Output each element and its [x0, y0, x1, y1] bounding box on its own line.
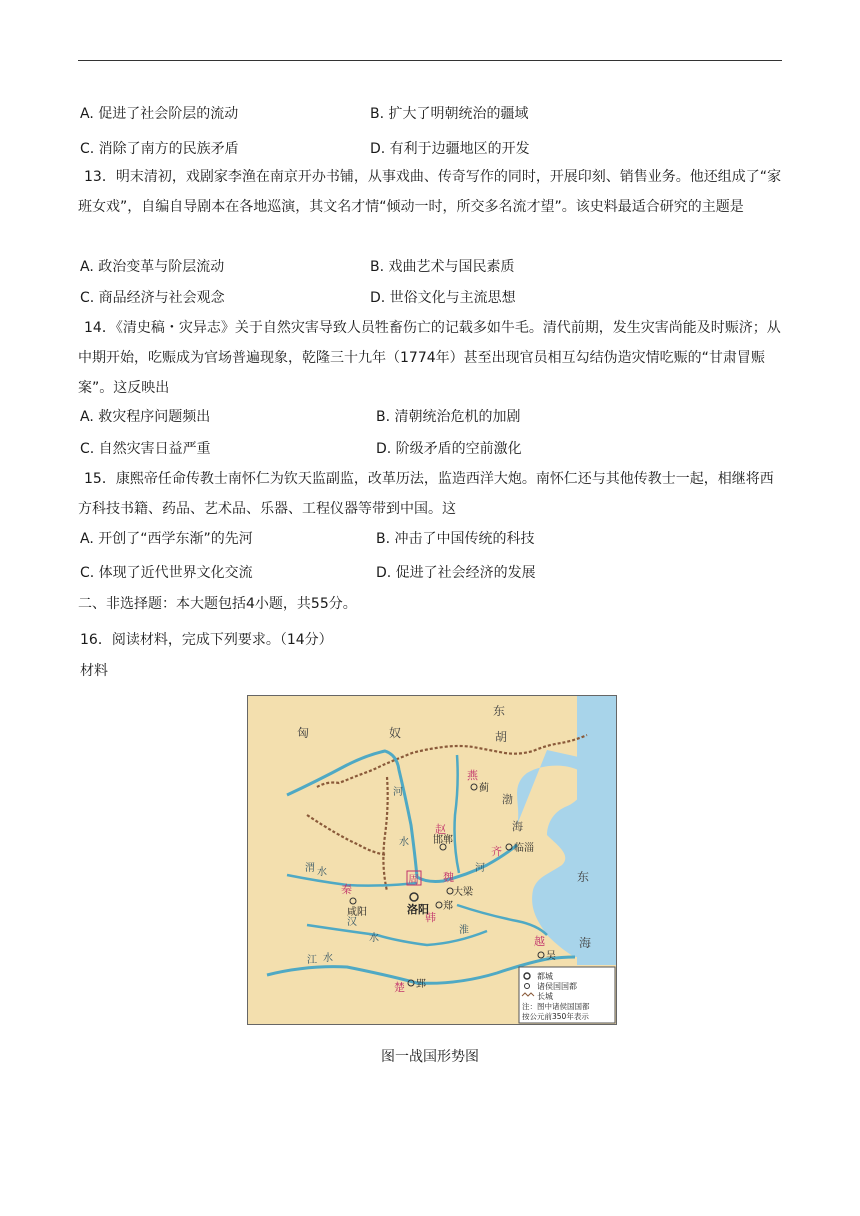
q14-option-d[interactable]: D. 阶级矛盾的空前激化 [376, 441, 522, 457]
label-xiongnu-1: 匈 [297, 726, 310, 740]
label-xiongnu-2: 奴 [389, 726, 402, 740]
label-donghai-1: 东 [577, 870, 590, 884]
material-label: 材料 [80, 663, 108, 679]
city-xianyang: 咸阳 [347, 907, 367, 918]
q14-option-b[interactable]: B. 清朝统治危机的加剧 [376, 409, 521, 425]
q13-option-a[interactable]: A. 政治变革与阶层流动 [80, 259, 225, 275]
river-label-han-1: 汉 [347, 917, 357, 928]
label-donghu-2: 胡 [495, 730, 508, 744]
q13-stem: 13．明末清初，戏剧家李渔在南京开办书铺，从事戏曲、传奇写作的同时，开展印刻、销售业务。他还组成了“家班女戏”，自编自导剧本在各地巡演，其文名才情“倾动一时，所交多名流才望”。该史料最适合研究的主题是 [78, 169, 782, 215]
label-bohai-1: 渤 [502, 793, 513, 806]
map-caption: 图一战国形势图 [381, 1049, 479, 1065]
label-donghu-1: 东 [493, 704, 506, 718]
city-ying: 郢 [416, 979, 426, 990]
state-wei: 魏 [443, 871, 454, 884]
q12-option-a[interactable]: A. 促进了社会阶层的流动 [80, 106, 239, 122]
river-label-wei-1: 渭 [305, 863, 315, 874]
legend-note-2: 按公元前350年表示 [522, 1012, 589, 1021]
legend-state-capital: 诸侯国国都 [537, 982, 577, 991]
state-zhao: 赵 [435, 823, 446, 836]
q14-option-a[interactable]: A. 救灾程序问题频出 [80, 409, 211, 425]
legend-great-wall: 长城 [537, 992, 553, 1001]
city-luoyang: 洛阳 [407, 903, 429, 916]
q14-stem: 14．《清史稿・灾异志》关于自然灾害导致人员牲畜伤亡的记载多如牛毛。清代前期，发生灾害尚能及时赈济；从中期开始，吃赈成为官场普遍现象，乾隆三十九年（1774年）甚至出现官员相互勾结伪造灾情吃赈的“甘肃冒赈案”。这反映出 [78, 320, 781, 396]
q13-option-c[interactable]: C. 商品经济与社会观念 [80, 290, 225, 306]
q12-option-c[interactable]: C. 消除了南方的民族矛盾 [80, 141, 239, 157]
q16-stem: 16．阅读材料，完成下列要求。（14分） [80, 632, 333, 648]
state-zhou: 周 [408, 873, 419, 886]
river-label-huai: 淮 [459, 925, 469, 936]
section-heading: 二、非选择题：本大题包括4小题，共55分。 [78, 596, 357, 612]
city-wu: 吴 [546, 951, 556, 962]
state-yan: 燕 [467, 769, 478, 782]
city-daliang: 大梁 [453, 887, 473, 898]
label-donghai-2: 海 [579, 936, 592, 950]
state-han: 韩 [425, 911, 436, 924]
river-label-jiang-1: 江 [307, 955, 317, 966]
river-label-jiang-2: 水 [323, 953, 333, 964]
q15-option-b[interactable]: B. 冲击了中国传统的科技 [376, 531, 535, 547]
river-label-he-n: 河 [475, 863, 485, 874]
q12-option-b[interactable]: B. 扩大了明朝统治的疆域 [370, 106, 529, 122]
q15-stem: 15．康熙帝任命传教士南怀仁为钦天监副监，改革历法，监造西洋大炮。南怀仁还与其他传教士一起，相继将西方科技书籍、药品、艺术品、乐器、工程仪器等带到中国。这 [78, 471, 774, 517]
state-yue: 越 [534, 935, 545, 948]
legend-capital: 都城 [537, 972, 553, 981]
q14-option-c[interactable]: C. 自然灾害日益严重 [80, 441, 211, 457]
q13-option-b[interactable]: B. 戏曲艺术与国民素质 [370, 259, 515, 275]
river-label-wei-2: 水 [317, 867, 327, 878]
city-ji: 蓟 [479, 783, 489, 794]
q15-option-a[interactable]: A. 开创了“西学东渐”的先河 [80, 531, 253, 547]
city-linzi: 临淄 [514, 843, 534, 854]
warring-states-map [247, 695, 617, 1025]
q15-option-c[interactable]: C. 体现了近代世界文化交流 [80, 565, 253, 581]
city-zheng: 郑 [443, 901, 453, 912]
river-label-he-2: 水 [399, 837, 409, 848]
legend-note-1: 注：图中诸侯国国都 [522, 1002, 590, 1011]
q13-option-d[interactable]: D. 世俗文化与主流思想 [370, 290, 516, 306]
river-label-han-2: 水 [369, 933, 379, 944]
top-rule [78, 60, 782, 61]
city-handan: 邯郸 [433, 835, 453, 846]
state-qin: 秦 [341, 883, 352, 896]
state-qi: 齐 [491, 845, 502, 858]
q15-option-d[interactable]: D. 促进了社会经济的发展 [376, 565, 536, 581]
river-label-he-1: 河 [393, 787, 403, 798]
label-bohai-2: 海 [512, 820, 523, 833]
q12-option-d[interactable]: D. 有利于边疆地区的开发 [370, 141, 530, 157]
state-chu: 楚 [394, 981, 405, 994]
